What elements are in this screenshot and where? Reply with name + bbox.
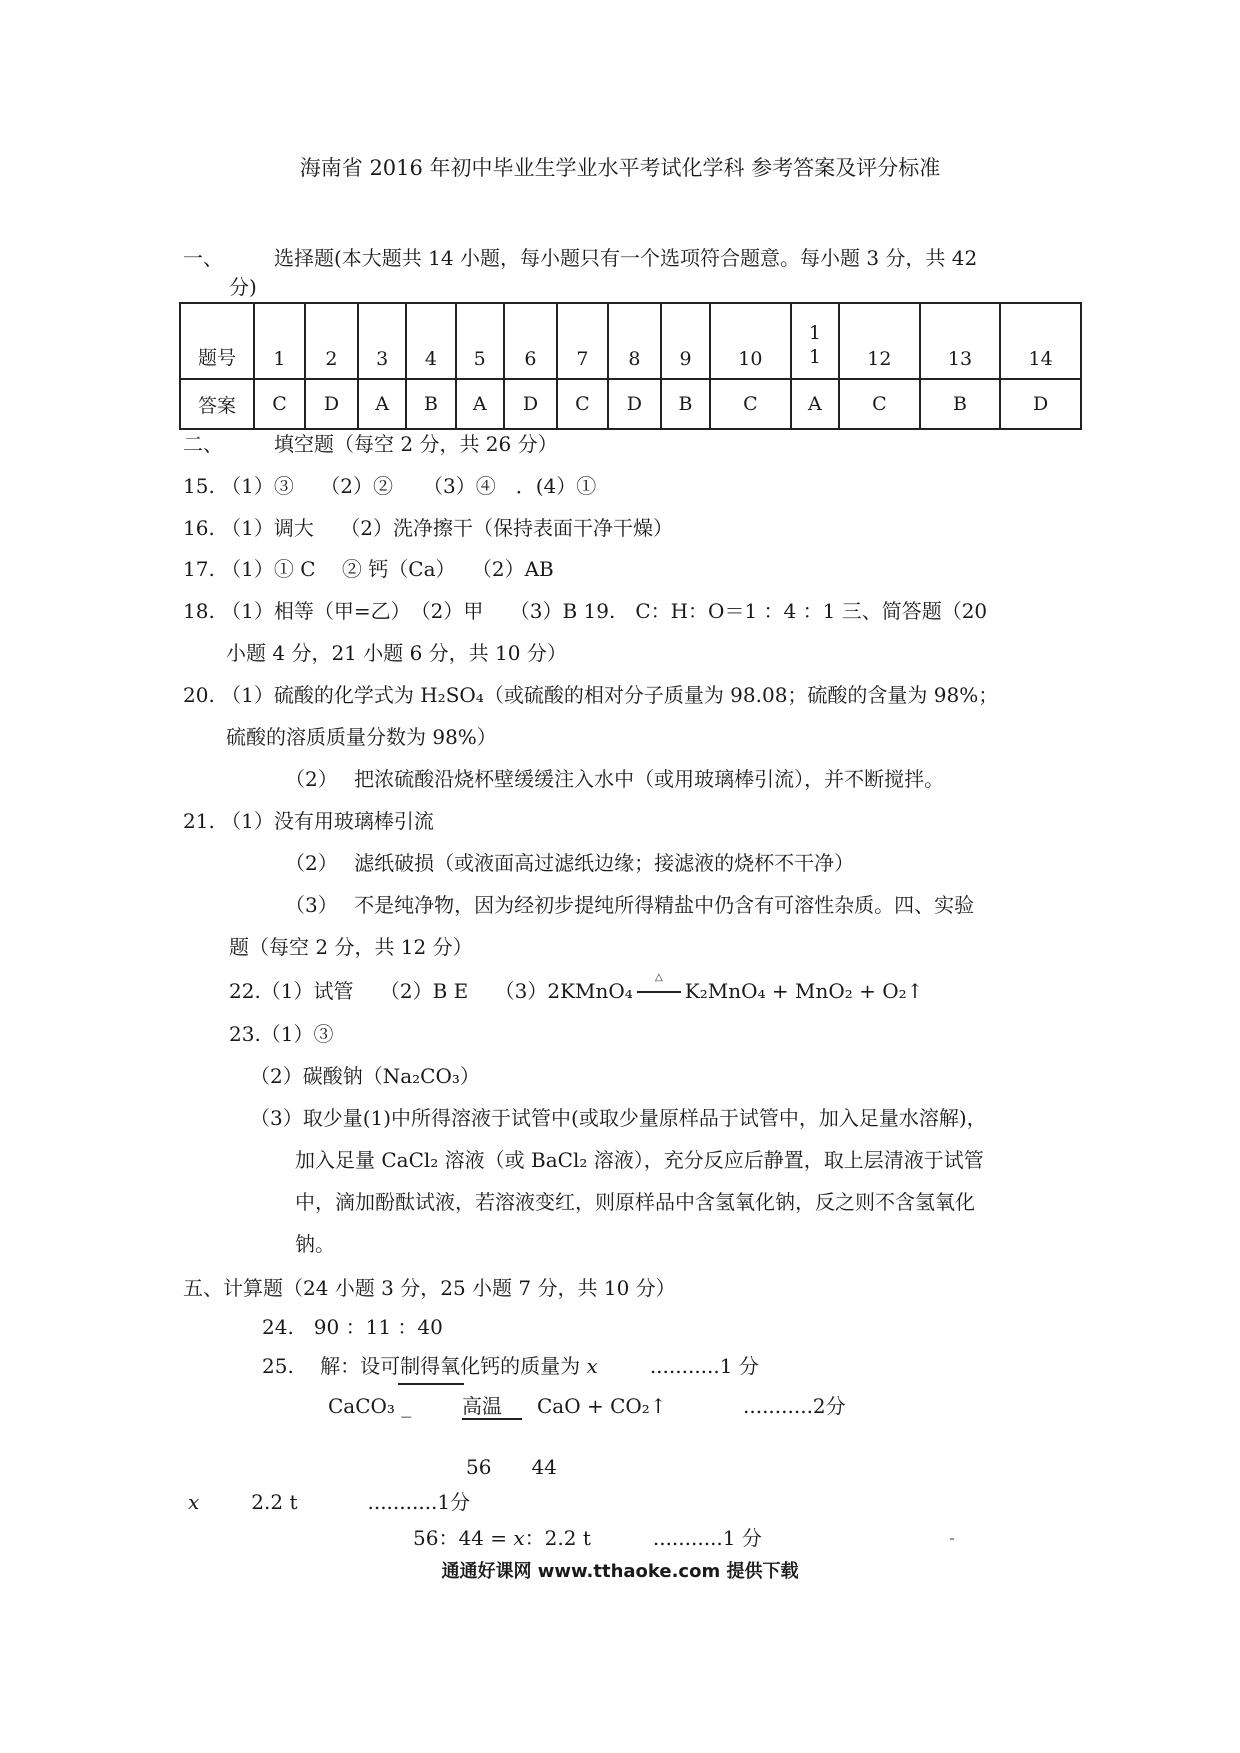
answer-cell: A [456, 379, 504, 429]
table-answer-label: 答案 [180, 379, 254, 429]
question-number-11-top: 1 [808, 321, 821, 344]
question-number: 1 [254, 303, 305, 379]
answer-20: 20. （1）硫酸的化学式为 H₂SO₄（或硫酸的相对分子质量为 98.08；硫酸的含量为 98%； [183, 683, 999, 707]
answer-23-part3-line2: 加入足量 CaCl₂ 溶液（或 BaCl₂ 溶液），充分反应后静置，取上层清液于试管 [295, 1148, 984, 1172]
answer-22-text: 22.（1）试管 （2）B E （3）2KMnO₄ [229, 979, 633, 1003]
reaction-top-line [398, 1383, 464, 1385]
answer-17: 17. （1）① C ② 钙（Ca） （2）AB [183, 557, 554, 581]
variable-x: x [188, 1490, 200, 1514]
heating-arrow [633, 972, 685, 1001]
answer-cell: D [1000, 379, 1081, 429]
answer-23-part2: （2）碳酸钠（Na₂CO₃） [250, 1064, 480, 1088]
answer-15: 15. （1）③ （2）② （3）④ ．(4）① [183, 474, 597, 498]
question-number: 12 [839, 303, 920, 379]
answer-cell: A [791, 379, 839, 429]
answer-18-cont: 小题 4 分，21 小题 6 分，共 10 分） [226, 641, 567, 665]
answer-25 [262, 1356, 759, 1376]
ratio-right: ：2.2 t [524, 1526, 591, 1550]
document-title: 海南省 2016 年初中毕业生学业水平考试化学科 参考答案及评分标准 [299, 156, 941, 180]
answer-18: 18. （1）相等（甲=乙） （2）甲 （3）B 19. C：H：O＝1 ：4 ：1 三、简答题（20 [183, 599, 988, 623]
answer-21-part3-cont: 题（每空 2 分，共 12 分） [229, 935, 473, 959]
score-dots: ...........2分 [743, 1394, 846, 1418]
answer-20-part2: （2） 把浓硫酸沿烧杯壁缓缓注入水中（或用玻璃棒引流），并不断搅拌。 [285, 767, 945, 791]
reaction-bar [637, 991, 681, 993]
question-number-row [180, 303, 1081, 379]
answer-21: 21. （1）没有用玻璃棒引流 [183, 809, 434, 833]
question-number-11 [791, 303, 839, 379]
answer-25-text: 25. 解：设可制得氧化钙的质量为 [262, 1354, 587, 1378]
question-number-11-bottom: 1 [808, 346, 821, 369]
answer-cell: C [839, 379, 920, 429]
section-2-heading: 填空题（每空 2 分，共 26 分） [274, 432, 558, 456]
answer-cell: D [305, 379, 358, 429]
question-number-11-stack [809, 321, 821, 370]
question-number: 14 [1000, 303, 1081, 379]
table-header-cell: 题号 [180, 303, 254, 379]
score-dots: ...........1 分 [649, 1354, 759, 1378]
given-mass: 2.2 t [251, 1490, 298, 1514]
score-dots: ...........1分 [367, 1490, 471, 1514]
answer-16: 16. （1）调大 （2）洗净擦干（保持表面干净干燥） [183, 516, 673, 540]
section-1-heading: 选择题(本大题共 14 小题，每小题只有一个选项符合题意。每小题 3 分，共 42 [274, 246, 978, 270]
answer-cell: D [608, 379, 661, 429]
section-2-number: 二、 [183, 432, 223, 456]
heating-triangle-icon: △ [654, 972, 663, 983]
answer-cell: B [661, 379, 710, 429]
equation-left: CaCO₃ _ [328, 1394, 412, 1418]
proportion-row [188, 1492, 470, 1512]
answer-23: 23.（1）③ [229, 1022, 334, 1046]
answer-cell: C [710, 379, 791, 429]
equation-right: CaO + CO₂↑ [537, 1394, 667, 1418]
question-number: 3 [358, 303, 406, 379]
answer-23-part3: （3）取少量(1)中所得溶液于试管中(或取少量原样品于试管中，加入足量水溶解)， [250, 1106, 987, 1130]
question-number: 10 [710, 303, 791, 379]
answer-22 [229, 972, 924, 1003]
answer-23-part3-line3: 中，滴加酚酞试液，若溶液变红，则原样品中含氢氧化钠，反之则不含氢氧化 [295, 1190, 975, 1214]
variable-x: x [586, 1354, 598, 1378]
section-5-heading: 五、计算题（24 小题 3 分，25 小题 7 分，共 10 分） [183, 1276, 676, 1300]
watermark-footer: 通通好课网 www.tthaoke.com 提供下载 [441, 1561, 799, 1582]
section-1-heading-cont: 分) [229, 275, 257, 299]
answer-cell: D [504, 379, 557, 429]
question-number: 6 [504, 303, 557, 379]
equation-condition [462, 1396, 522, 1416]
question-number: 5 [456, 303, 504, 379]
section-1-number: 一、 [183, 246, 223, 270]
answer-21-part2: （2） 滤纸破损（或液面高过滤纸边缘；接滤液的烧杯不干净） [285, 851, 855, 875]
ratio-left: 56：44 = [413, 1526, 514, 1550]
answer-cell: B [920, 379, 1001, 429]
molar-masses: 56 44 [466, 1455, 557, 1479]
answer-22-products: K₂MnO₄ + MnO₂ + O₂↑ [684, 979, 924, 1003]
answer-cell: A [358, 379, 406, 429]
answer-cell: B [406, 379, 455, 429]
question-number: 8 [608, 303, 661, 379]
ratio-equation [413, 1528, 762, 1548]
question-number: 4 [406, 303, 455, 379]
answer-cell: C [557, 379, 608, 429]
answer-table [179, 302, 1082, 430]
equation-condition-line [502, 1394, 522, 1420]
question-number: 2 [305, 303, 358, 379]
answer-21-part3: （3） 不是纯净物，因为经初步提纯所得精盐中仍含有可溶性杂质。四、实验 [285, 893, 975, 917]
answer-20-cont: 硫酸的溶质质量分数为 98%） [226, 725, 497, 749]
speck [950, 1538, 954, 1540]
question-number: 7 [557, 303, 608, 379]
equation-condition-text: 高温 [462, 1394, 502, 1418]
question-number: 9 [661, 303, 710, 379]
question-number: 13 [920, 303, 1001, 379]
answer-cell: C [254, 379, 305, 429]
answer-row [180, 379, 1081, 429]
variable-x: x [513, 1526, 525, 1550]
answer-24: 24. 90 ：11 ：40 [262, 1315, 443, 1339]
score-dots: ...........1 分 [652, 1526, 762, 1550]
answer-23-part3-line4: 钠。 [295, 1232, 335, 1256]
